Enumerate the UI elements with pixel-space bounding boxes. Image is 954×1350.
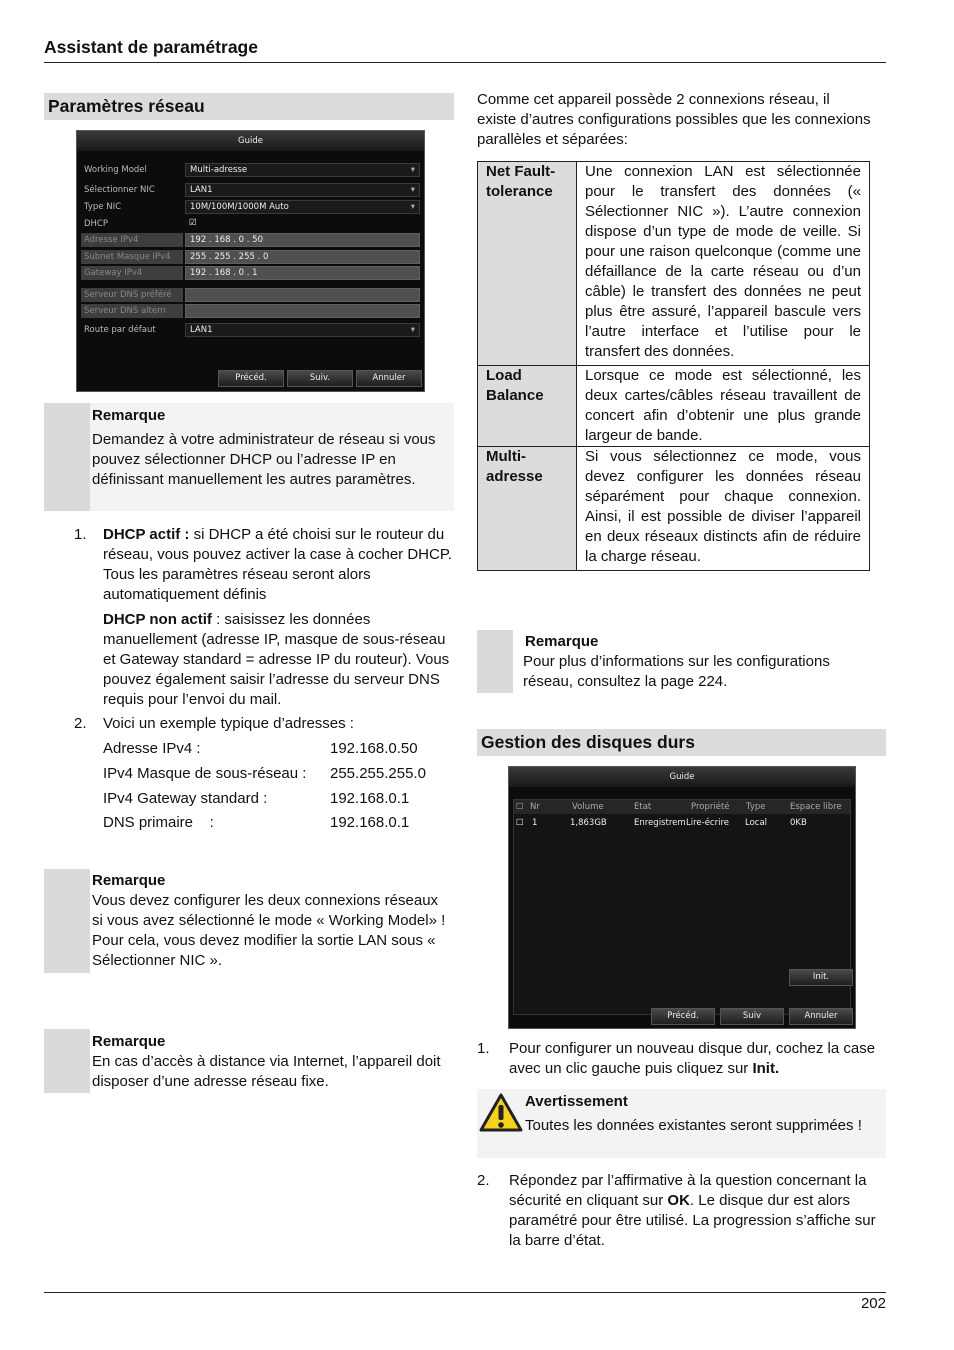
list-item-example: Voici un exemple typique d’adresses :	[103, 715, 354, 732]
row-select-nic[interactable]: Sélectionner NIC LAN1 ▾	[81, 183, 420, 197]
warning-icon	[479, 1092, 523, 1134]
note-title: Remarque	[92, 407, 166, 424]
row-dns-alternate[interactable]: Serveur DNS altern	[81, 304, 420, 318]
address-row: Adresse IPv4 : 192.168.0.50	[103, 740, 418, 757]
row-dns-preferred[interactable]: Serveur DNS préféré	[81, 288, 420, 302]
page-number: 202	[860, 1295, 886, 1312]
section-heading-network: Paramètres réseau	[44, 93, 454, 120]
table-row: Multi-adresse Si vous sélectionnez ce mode, vous devez configurer les données réseau séparément pour chaque connexion. Ainsi, il est possible de diviser l’appareil en deux réseaux distincts afin de réduire la charge réseau.	[478, 447, 870, 571]
note-title: Remarque	[92, 872, 166, 889]
list-number: 1.	[74, 526, 87, 543]
warning-box	[477, 1089, 886, 1158]
chevron-down-icon: ▾	[410, 185, 415, 195]
note-text: En cas d’accès à distance via Internet, l’appareil doit disposer d’une adresse réseau fixe.	[92, 1053, 441, 1090]
address-row: IPv4 Gateway standard : 192.168.0.1	[103, 790, 410, 807]
network-settings-screen	[76, 130, 425, 392]
init-button[interactable]: Init.	[789, 969, 853, 986]
dhcp-checkbox[interactable]: ☑	[189, 218, 197, 228]
screen-title: Guide	[77, 131, 424, 151]
note-box-2	[44, 869, 454, 973]
hdd-management-screen	[508, 766, 856, 1029]
row-default-route[interactable]: Route par défaut LAN1 ▾	[81, 323, 420, 337]
note-text: Pour plus d’informations sur les configurations réseau, consultez la page 224.	[523, 653, 830, 690]
list-number: 1.	[477, 1040, 490, 1057]
intro-paragraph: Comme cet appareil possède 2 connexions réseau, il existe d’autres configurations possibles que les connexions parallèles et séparées:	[477, 91, 871, 148]
next-button[interactable]: Suiv	[720, 1008, 784, 1025]
chevron-down-icon: ▾	[410, 202, 415, 212]
row-nic-type[interactable]: Type NIC 10M/100M/1000M Auto ▾	[81, 200, 420, 214]
network-modes-table	[477, 161, 870, 571]
warning-text: Toutes les données existantes seront supprimées !	[525, 1117, 862, 1134]
step-init-disk: Pour configurer un nouveau disque dur, cochez la case avec un clic gauche puis cliquez sur Init.	[509, 1040, 876, 1077]
previous-button[interactable]: Précéd.	[651, 1008, 715, 1025]
previous-button[interactable]: Précéd.	[218, 370, 284, 387]
chevron-down-icon: ▾	[410, 165, 415, 175]
list-number: 2.	[477, 1172, 490, 1189]
note-title: Remarque	[525, 633, 599, 650]
step-confirm: Répondez par l’affirmative à la question concernant la sécurité en cliquant sur OK. Le disque dur est alors paramétré pour être utilisé. La progression s’affiche sur la barre d’état.	[509, 1172, 876, 1249]
note-title: Remarque	[92, 1033, 166, 1050]
next-button[interactable]: Suiv.	[287, 370, 353, 387]
row-ipv4-address[interactable]: Adresse IPv4 192 . 168 . 0 . 50	[81, 233, 420, 247]
address-row: IPv4 Masque de sous-réseau : 255.255.255.0	[103, 765, 426, 782]
cancel-button[interactable]: Annuler	[356, 370, 422, 387]
note-box-1	[44, 403, 454, 511]
checkbox-icon[interactable]: ☐	[516, 818, 524, 828]
list-number: 2.	[74, 715, 87, 732]
header-rule	[44, 62, 886, 63]
row-ipv4-gateway[interactable]: Gateway IPv4 192 . 168 . 0 . 1	[81, 266, 420, 280]
table-row: Load Balance Lorsque ce mode est sélectionné, les deux cartes/câbles réseau travaillent de concert afin d’obtenir une plus grande largeur de bande.	[478, 366, 870, 447]
table-row: Net Fault-tolerance Une connexion LAN est sélectionnée pour le transfert des données (« Sélectionner NIC »). L’autre connexion dispose d’un type de mode de veille. Si pour une raison quelconque (comme une défaillance de la carte réseau ou d’un câble) le transfert des données ne peut plus être assuré, l’appareil bascule vers l’autre interface et l’utilise pour le transfert des données.	[478, 162, 870, 366]
note-text: Vous devez configurer les deux connexions réseaux si vous avez sélectionné le mode « Working Model» ! Pour cela, vous devez modifier la sortie LAN sous « Sélectionner NIC ».	[92, 892, 446, 969]
cancel-button[interactable]: Annuler	[789, 1008, 853, 1025]
screen-title: Guide	[509, 767, 855, 787]
warning-title: Avertissement	[525, 1093, 628, 1110]
address-row: DNS primaire : 192.168.0.1	[103, 814, 410, 831]
section-heading-disks: Gestion des disques durs	[477, 729, 886, 756]
list-item-dhcp-active: DHCP actif : si DHCP a été choisi sur le routeur du réseau, vous pouvez activer la case à cocher DHCP. Tous les paramètres réseau seront alors automatiquement définis	[103, 526, 453, 603]
list-item-dhcp-inactive: DHCP non actif : saisissez les données manuellement (adresse IP, masque de sous-réseau et Gateway standard = adresse IP du routeur). Vous pouvez également saisir l’adresse du serveur DNS requis pour l’envoi du mail.	[103, 611, 450, 708]
table-row[interactable]: ☐ 1 1,863GB Enregistrem Lire-écrire Local 0KB	[516, 818, 807, 828]
row-dhcp[interactable]: DHCP ☑	[81, 217, 420, 231]
row-ipv4-subnet[interactable]: Subnet Masque IPv4 255 . 255 . 255 . 0	[81, 250, 420, 264]
footer-rule	[44, 1292, 886, 1293]
hdd-table-header: ☐ Nr Volume Etat Propriété Type Espace libre	[514, 800, 850, 814]
note-text: Demandez à votre administrateur de réseau si vous pouvez sélectionner DHCP ou l’adresse IP en définissant manuellement les autres paramètres.	[92, 431, 436, 488]
chevron-down-icon: ▾	[410, 325, 415, 335]
note-box-4	[477, 630, 872, 693]
page-header-title: Assistant de paramétrage	[44, 37, 258, 57]
note-box-3	[44, 1029, 454, 1093]
checkbox-icon[interactable]: ☐	[516, 802, 524, 812]
row-working-model[interactable]: Working Model Multi-adresse ▾	[81, 163, 420, 177]
